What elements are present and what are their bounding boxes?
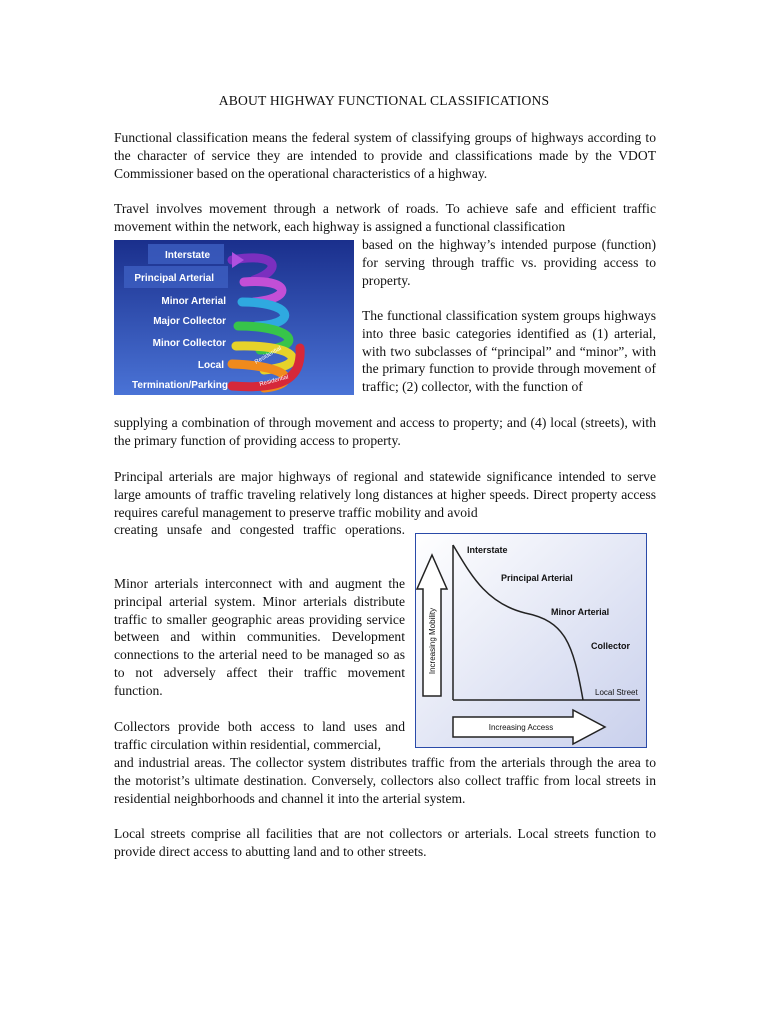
label-interstate-curve: Interstate [467, 545, 508, 555]
paragraph-functional-classification: Functional classification means the federal system of classifying groups of highways according to the character of service they are intended to provide and classifications made by the VDOT Commissioner based on the operational characteristics of a highway. [114, 130, 656, 181]
label-principal-arterial: Principal Arterial [134, 273, 214, 284]
label-residential-1: Residential [254, 345, 283, 366]
paragraph-principal-arterials: Principal arterials are major highways of regional and statewide significance intended to serve large amounts of traffic traveling relatively long distances at higher speeds. Direct property access requires careful management to preserve traffic mobility and avoid [114, 469, 656, 520]
paragraph-principal-arterials-end: creating unsafe and congested traffic operations. [114, 522, 405, 537]
label-minor-arterial: Minor Arterial [161, 296, 226, 307]
paragraph-local-streets: Local streets comprise all facilities that are not collectors or arterials. Local streets function to provide direct access to abutting land and to other streets. [114, 826, 656, 859]
mobility-access-figure [415, 533, 647, 748]
label-major-collector: Major Collector [153, 316, 226, 327]
label-collector-curve: Collector [591, 641, 631, 651]
paragraph-collectors-side: Collectors provide both access to land uses and traffic circulation within residential, commercial, [114, 719, 405, 752]
label-residential-2: Residential [258, 374, 290, 388]
label-local-street-curve: Local Street [595, 688, 638, 697]
label-principal-arterial-curve: Principal Arterial [501, 573, 573, 583]
y-axis-label: Increasing Mobility [428, 607, 437, 675]
label-local: Local [197, 360, 224, 371]
paragraph-minor-arterials: Minor arterials interconnect with and augment the principal arterial system. Minor arterials distribute traffic to smaller geographic areas providing service between and within communities. Development connections to the arterial need to be managed so as to not adversely affect their traffic movement function. [114, 576, 405, 698]
label-interstate: Interstate [164, 250, 210, 261]
paragraph-categories-full: supplying a combination of through movement and access to property; and (4) local (streets), with the primary function of providing access to property. [114, 415, 656, 448]
paragraph-collectors-full: and industrial areas. The collector system distributes traffic from the arterials through the area to the motorist’s ultimate destination. Conversely, collectors also collect traffic from local streets in residential neighborhoods and channel it into the arterial system. [114, 755, 656, 806]
functional-hierarchy-figure [114, 240, 354, 395]
paragraph-travel-full: Travel involves movement through a network of roads. To achieve safe and efficient traffic movement within the network, each highway is assigned a functional classification [114, 201, 656, 234]
page-title: ABOUT HIGHWAY FUNCTIONAL CLASSIFICATIONS [218, 93, 550, 108]
label-termination-parking: Termination/Parking [132, 380, 228, 391]
x-axis-label: Increasing Access [488, 723, 554, 732]
paragraph-travel-side: based on the highway’s intended purpose (function) for serving through traffic vs. providing access to property. [362, 237, 656, 288]
label-minor-arterial-curve: Minor Arterial [551, 607, 610, 617]
paragraph-categories-side: The functional classification system groups highways into three basic categories identified as (1) arterial, with two subclasses of “principal” and “minor”, with the primary function to provide through movement of traffic; (2) collector, with the function of [362, 308, 656, 395]
label-minor-collector: Minor Collector [152, 338, 226, 349]
